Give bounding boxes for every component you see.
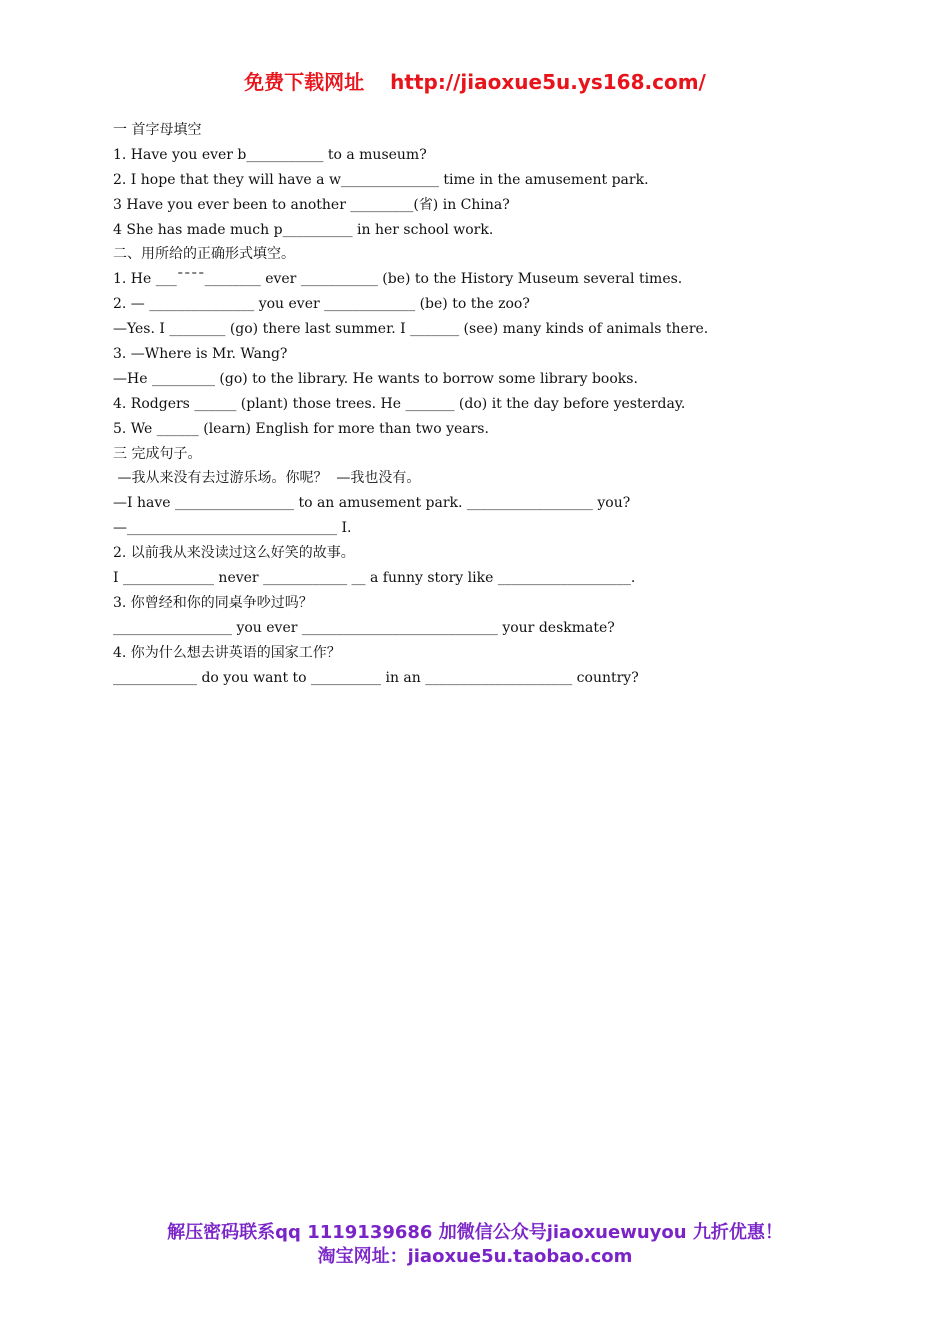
- exercise-line: 4 She has made much p__________ in her school work.: [113, 221, 494, 238]
- exercise-line: —我从来没有去过游乐场。你呢？ —我也没有。: [113, 470, 421, 487]
- exercise-line: 1. He ___¯¯¯¯________ ever ___________ (be) to the History Museum several times.: [113, 271, 683, 288]
- exercise-line: 3 Have you ever been to another _________(省) in China?: [113, 196, 510, 213]
- exercise-line: _________________ you ever ____________________________ your deskmate?: [113, 619, 615, 636]
- exercise-line: —I have _________________ to an amusement park. __________________ you?: [113, 495, 631, 512]
- exercise-line: —Yes. I ________ (go) there last summer. I _______ (see) many kinds of animals there.: [113, 321, 709, 338]
- exercise-line: 5. We ______ (learn) English for more than two years.: [113, 420, 489, 437]
- section-heading: 三 完成句子。: [113, 445, 202, 462]
- download-label: 免费下载网址: [244, 70, 365, 94]
- section-heading: 一 首字母填空: [113, 122, 202, 138]
- shop-footer: 淘宝网址：jiaoxue5u.taobao.com: [317, 1246, 633, 1267]
- exercise-line: 3. 你曾经和你的同桌争吵过吗？: [113, 594, 313, 611]
- exercise-line: I _____________ never ____________ __ a funny story like ___________________.: [113, 570, 636, 587]
- exercise-line: 2. 以前我从来没读过这么好笑的故事。: [113, 545, 355, 562]
- contact-footer: 解压密码联系qq 1119139686 加微信公众号jiaoxuewuyou 九折优惠！: [167, 1222, 783, 1243]
- exercise-line: 4. Rodgers ______ (plant) those trees. He _______ (do) it the day before yesterday.: [113, 395, 686, 412]
- section-heading: 二、用所给的正确形式填空。: [113, 246, 295, 263]
- exercise-line: 2. I hope that they will have a w______________ time in the amusement park.: [113, 171, 649, 188]
- exercise-line: 3. —Where is Mr. Wang?: [113, 346, 288, 363]
- worksheet-body: [113, 118, 873, 690]
- download-url-link[interactable]: http://jiaoxue5u.ys168.com/: [390, 70, 706, 94]
- download-banner: [0, 66, 950, 95]
- exercise-line: 2. — _______________ you ever _____________ (be) to the zoo?: [113, 296, 530, 313]
- exercise-line: —He _________ (go) to the library. He wants to borrow some library books.: [113, 370, 638, 387]
- exercise-line: 4. 你为什么想去讲英语的国家工作？: [113, 644, 341, 661]
- exercise-line: —______________________________ I.: [113, 520, 352, 537]
- exercise-line: 1. Have you ever b___________ to a museum?: [113, 146, 427, 163]
- exercise-line: ____________ do you want to __________ in an _____________________ country?: [113, 669, 639, 686]
